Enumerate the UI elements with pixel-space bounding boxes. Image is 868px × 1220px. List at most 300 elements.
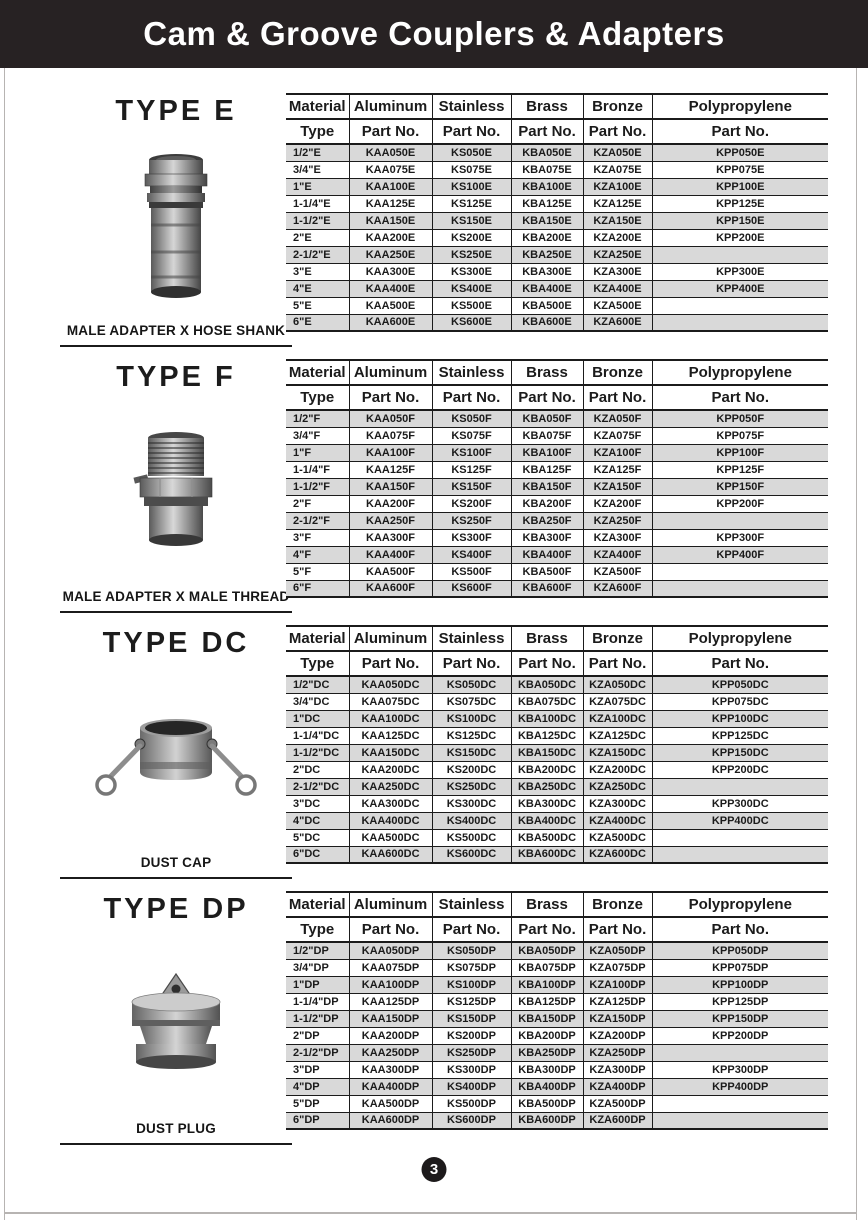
part-no-cell: KS050DP [432,942,511,959]
part-no-cell: KPP400E [652,280,828,297]
part-no-cell: KS600F [432,580,511,597]
part-no-cell: KAA500DC [349,829,432,846]
material-aluminum: Aluminum [349,94,432,119]
part-no-cell: KZA125F [583,461,652,478]
part-no-cell: KAA125DC [349,727,432,744]
type-e-left-panel [30,93,286,349]
part-no-cell: KS150DP [432,1010,511,1027]
table-row [286,1095,828,1112]
material-brass: Brass [511,360,583,385]
part-no-cell [652,829,828,846]
part-no-header: Part No. [511,119,583,144]
part-no-cell: KPP200DP [652,1027,828,1044]
type-cell: 3/4"E [286,161,349,178]
part-no-cell: KZA150F [583,478,652,495]
part-no-cell: KBA075DC [511,693,583,710]
material-stainless: Stainless [432,892,511,917]
part-no-cell: KZA050F [583,410,652,427]
table-row [286,280,828,297]
part-no-cell: KS300DC [432,795,511,812]
material-header-row [286,94,828,119]
type-cell: 3"DC [286,795,349,812]
part-no-cell: KBA300E [511,263,583,280]
table-row [286,846,828,863]
type-dc-left-panel [30,625,286,881]
part-no-cell: KBA050DC [511,676,583,693]
part-no-cell: KZA500E [583,297,652,314]
type-header: Type [286,651,349,676]
part-no-cell: KAA075F [349,427,432,444]
part-no-cell [652,778,828,795]
table-row [286,778,828,795]
section-type-e [30,93,868,349]
part-no-cell: KAA300F [349,529,432,546]
part-no-cell: KS500DC [432,829,511,846]
type-cell: 1/2"E [286,144,349,161]
part-no-cell: KAA400E [349,280,432,297]
table-row [286,1044,828,1061]
part-no-cell: KZA300DC [583,795,652,812]
table-row [286,546,828,563]
table-row [286,229,828,246]
part-no-cell: KS075DP [432,959,511,976]
type-cell: 2"DP [286,1027,349,1044]
type-cell: 1-1/4"F [286,461,349,478]
part-no-cell: KS600E [432,314,511,331]
material-stainless: Stainless [432,94,511,119]
part-no-cell: KS500F [432,563,511,580]
male-adapter-x-male-thread-photo [116,394,236,588]
part-no-header: Part No. [652,119,828,144]
type-header: Type [286,119,349,144]
part-no-cell: KPP200F [652,495,828,512]
part-no-cell: KBA600DP [511,1112,583,1129]
type-cell: 2"E [286,229,349,246]
part-no-cell: KBA300F [511,529,583,546]
part-no-cell: KZA300F [583,529,652,546]
part-no-cell: KAA250DP [349,1044,432,1061]
table-row [286,1078,828,1095]
type-cell: 4"DP [286,1078,349,1095]
part-no-cell: KAA300E [349,263,432,280]
section-title-type-f: TYPE F [116,361,236,393]
part-no-header: Part No. [349,917,432,942]
part-no-cell: KZA125DC [583,727,652,744]
part-no-cell: KAA150DP [349,1010,432,1027]
part-no-cell: KBA100E [511,178,583,195]
part-no-header: Part No. [511,651,583,676]
type-cell: 5"DC [286,829,349,846]
part-no-cell: KZA100E [583,178,652,195]
part-no-cell: KAA300DP [349,1061,432,1078]
type-f-caption-underline [60,588,292,613]
part-no-cell: KAA100DC [349,710,432,727]
part-no-cell [652,1095,828,1112]
part-no-cell: KAA050DC [349,676,432,693]
part-no-cell: KPP400DP [652,1078,828,1095]
table-row [286,297,828,314]
type-cell: 6"DP [286,1112,349,1129]
part-no-cell: KBA200DP [511,1027,583,1044]
type-header: Type [286,385,349,410]
type-cell: 3"E [286,263,349,280]
part-no-cell: KZA200DC [583,761,652,778]
part-no-cell: KPP300E [652,263,828,280]
part-no-cell [652,563,828,580]
part-no-cell: KS500DP [432,1095,511,1112]
type-cell: 1-1/2"DP [286,1010,349,1027]
table-row [286,580,828,597]
part-no-cell: KPP150E [652,212,828,229]
part-no-cell [652,297,828,314]
type-cell: 2-1/2"E [286,246,349,263]
part-no-cell: KBA500E [511,297,583,314]
part-no-cell: KS600DP [432,1112,511,1129]
part-no-cell: KAA150E [349,212,432,229]
type-cell: 4"E [286,280,349,297]
part-no-cell: KBA050E [511,144,583,161]
part-no-cell: KAA400DC [349,812,432,829]
part-no-cell: KS150E [432,212,511,229]
table-row [286,1061,828,1078]
part-no-header: Part No. [583,119,652,144]
catalog-content [0,68,868,1147]
type-cell: 3"F [286,529,349,546]
part-no-cell: KS200E [432,229,511,246]
part-no-cell: KZA600DP [583,1112,652,1129]
part-no-cell: KS250F [432,512,511,529]
part-no-cell: KAA075DP [349,959,432,976]
part-no-cell: KS200F [432,495,511,512]
part-no-cell: KBA400DP [511,1078,583,1095]
part-no-cell: KBA125DP [511,993,583,1010]
type-cell: 1"DC [286,710,349,727]
part-no-header: Part No. [432,119,511,144]
material-aluminum: Aluminum [349,892,432,917]
part-no-cell: KZA200F [583,495,652,512]
table-row [286,976,828,993]
material-bronze: Bronze [583,626,652,651]
type-dp-left-panel [30,891,286,1147]
part-no-cell: KS200DP [432,1027,511,1044]
part-no-cell: KPP150DC [652,744,828,761]
table-row [286,512,828,529]
table-row [286,212,828,229]
part-no-cell: KZA100F [583,444,652,461]
part-no-cell: KPP125E [652,195,828,212]
part-no-cell: KS200DC [432,761,511,778]
table-row [286,461,828,478]
part-no-cell: KBA050DP [511,942,583,959]
section-title-type-dc: TYPE DC [102,627,250,659]
part-no-cell: KZA150DP [583,1010,652,1027]
part-no-cell: KPP100DP [652,976,828,993]
type-e-caption-underline [60,322,292,347]
part-no-cell: KBA250E [511,246,583,263]
type-cell: 5"E [286,297,349,314]
material-stainless: Stainless [432,360,511,385]
part-no-cell: KPP400F [652,546,828,563]
part-no-cell [652,314,828,331]
type-cell: 2"DC [286,761,349,778]
part-no-cell: KAA600DC [349,846,432,863]
table-row [286,727,828,744]
part-no-cell: KBA200F [511,495,583,512]
part-no-header-row [286,119,828,144]
table-row [286,246,828,263]
part-no-header: Part No. [432,917,511,942]
part-no-cell: KPP300DP [652,1061,828,1078]
part-no-cell: KAA500DP [349,1095,432,1112]
part-no-cell: KBA500DC [511,829,583,846]
type-e-product-illustration [121,149,231,301]
part-no-cell: KZA250F [583,512,652,529]
type-dc-caption-underline [60,854,292,879]
part-no-cell: KS400F [432,546,511,563]
part-no-cell: KBA600F [511,580,583,597]
part-no-cell: KS050F [432,410,511,427]
part-no-cell: KZA125DP [583,993,652,1010]
part-no-cell: KS075E [432,161,511,178]
type-dc-product-illustration [91,702,261,812]
type-cell: 3"DP [286,1061,349,1078]
type-f-product-illustration [116,426,236,556]
part-no-cell: KAA600F [349,580,432,597]
part-no-cell: KZA400DP [583,1078,652,1095]
part-no-cell: KPP200DC [652,761,828,778]
material-brass: Brass [511,892,583,917]
part-no-header: Part No. [652,385,828,410]
part-no-cell: KZA075DP [583,959,652,976]
material-header-row [286,360,828,385]
table-row [286,444,828,461]
part-no-cell: KZA300E [583,263,652,280]
part-no-cell: KPP075F [652,427,828,444]
type-dp-product-illustration [106,966,246,1081]
part-no-header: Part No. [432,385,511,410]
page-edge-bottom-line [4,1212,857,1214]
part-no-cell: KBA600E [511,314,583,331]
table-row [286,744,828,761]
material-header: Material [286,626,349,651]
part-no-cell: KAA300DC [349,795,432,812]
part-no-cell: KBA400E [511,280,583,297]
part-no-cell: KPP075DP [652,959,828,976]
table-row [286,161,828,178]
part-no-cell: KAA050DP [349,942,432,959]
type-cell: 6"E [286,314,349,331]
part-no-header-row [286,385,828,410]
part-no-cell: KZA200DP [583,1027,652,1044]
part-no-cell: KBA075DP [511,959,583,976]
part-no-cell: KBA125E [511,195,583,212]
part-no-cell: KBA300DP [511,1061,583,1078]
part-no-cell: KZA500DC [583,829,652,846]
table-row [286,410,828,427]
part-no-cell: KBA075E [511,161,583,178]
type-cell: 5"F [286,563,349,580]
part-no-cell: KAA250DC [349,778,432,795]
part-no-cell: KAA250F [349,512,432,529]
part-no-cell: KAA500E [349,297,432,314]
part-no-cell: KBA100DC [511,710,583,727]
part-no-cell: KZA150DC [583,744,652,761]
part-no-cell: KZA300DP [583,1061,652,1078]
type-e-caption: MALE ADAPTER X HOSE SHANK [66,323,286,338]
part-no-cell: KS600DC [432,846,511,863]
part-no-cell: KS400E [432,280,511,297]
table-row [286,529,828,546]
part-no-cell: KBA075F [511,427,583,444]
part-no-header: Part No. [583,917,652,942]
part-no-cell: KZA075F [583,427,652,444]
section-type-dp [30,891,868,1147]
part-no-cell: KBA500F [511,563,583,580]
part-no-cell: KAA125E [349,195,432,212]
part-no-cell: KZA050E [583,144,652,161]
table-row [286,993,828,1010]
type-cell: 1-1/4"E [286,195,349,212]
part-no-header: Part No. [511,917,583,942]
part-no-cell: KAA125DP [349,993,432,1010]
table-row [286,563,828,580]
part-no-cell: KPP150F [652,478,828,495]
part-no-cell: KPP125DC [652,727,828,744]
part-no-cell: KBA050F [511,410,583,427]
part-no-cell: KPP075DC [652,693,828,710]
part-no-cell: KBA150DC [511,744,583,761]
part-no-header-row [286,917,828,942]
material-aluminum: Aluminum [349,626,432,651]
part-no-cell: KS300F [432,529,511,546]
part-no-cell: KAA600E [349,314,432,331]
part-no-cell: KZA600F [583,580,652,597]
part-no-cell: KPP300F [652,529,828,546]
part-no-cell: KBA300DC [511,795,583,812]
part-no-cell: KS300DP [432,1061,511,1078]
page-edge-right-line [856,68,857,1220]
material-bronze: Bronze [583,892,652,917]
part-no-cell: KZA075E [583,161,652,178]
part-no-cell: KPP125DP [652,993,828,1010]
part-no-cell: KZA250DP [583,1044,652,1061]
part-no-cell: KBA200E [511,229,583,246]
part-no-cell: KPP150DP [652,1010,828,1027]
table-row [286,178,828,195]
type-cell: 2"F [286,495,349,512]
page-header [0,0,868,68]
page-number-badge: 3 [422,1157,447,1182]
part-no-cell: KS150DC [432,744,511,761]
part-no-cell: KZA600DC [583,846,652,863]
type-cell: 1/2"F [286,410,349,427]
part-no-cell: KZA500F [583,563,652,580]
parts-table-type-dc [286,625,828,864]
part-no-cell: KBA400F [511,546,583,563]
part-no-cell: KPP300DC [652,795,828,812]
table-row [286,427,828,444]
part-no-cell: KZA075DC [583,693,652,710]
part-no-cell: KPP050E [652,144,828,161]
part-no-cell: KS125DP [432,993,511,1010]
part-no-cell: KPP100F [652,444,828,461]
part-no-cell: KS075DC [432,693,511,710]
part-no-cell: KBA150F [511,478,583,495]
page-edge-left-line [4,68,5,1220]
table-row [286,959,828,976]
part-no-cell: KS050E [432,144,511,161]
part-no-cell: KAA125F [349,461,432,478]
type-cell: 1-1/2"E [286,212,349,229]
part-no-cell: KBA150E [511,212,583,229]
part-no-cell: KZA200E [583,229,652,246]
part-no-cell: KAA200DP [349,1027,432,1044]
parts-table-type-f [286,359,828,598]
part-no-cell: KS250E [432,246,511,263]
material-stainless: Stainless [432,626,511,651]
part-no-cell: KZA400E [583,280,652,297]
part-no-cell: KPP050F [652,410,828,427]
table-row [286,812,828,829]
part-no-cell: KAA500F [349,563,432,580]
part-no-header: Part No. [652,651,828,676]
table-row [286,693,828,710]
part-no-cell: KS400DP [432,1078,511,1095]
type-cell: 1-1/2"DC [286,744,349,761]
part-no-cell: KBA250F [511,512,583,529]
table-row [286,314,828,331]
part-no-cell: KAA400F [349,546,432,563]
page-title: Cam & Groove Couplers & Adapters [143,15,725,52]
type-cell: 1-1/2"F [286,478,349,495]
material-header: Material [286,360,349,385]
type-cell: 5"DP [286,1095,349,1112]
part-no-cell: KZA400F [583,546,652,563]
table-row [286,195,828,212]
part-no-cell: KZA150E [583,212,652,229]
part-no-cell: KAA150DC [349,744,432,761]
part-no-cell: KS100F [432,444,511,461]
parts-table-type-dp [286,891,828,1130]
part-no-cell [652,246,828,263]
part-no-cell: KZA500DP [583,1095,652,1112]
part-no-cell: KPP050DP [652,942,828,959]
part-no-cell: KAA200DC [349,761,432,778]
part-no-cell: KBA250DP [511,1044,583,1061]
type-cell: 1-1/4"DP [286,993,349,1010]
part-no-cell: KAA200E [349,229,432,246]
table-row [286,478,828,495]
type-cell: 1/2"DC [286,676,349,693]
table-row [286,144,828,161]
part-no-cell: KAA150F [349,478,432,495]
part-no-cell: KS100DP [432,976,511,993]
table-row [286,1027,828,1044]
part-no-cell: KBA125F [511,461,583,478]
part-no-header: Part No. [349,119,432,144]
dust-cap-photo [91,660,261,854]
section-title-type-e: TYPE E [115,95,237,127]
part-no-cell: KAA050E [349,144,432,161]
table-row [286,676,828,693]
part-no-cell: KS125DC [432,727,511,744]
type-header: Type [286,917,349,942]
part-no-cell: KS100DC [432,710,511,727]
part-no-cell: KBA150DP [511,1010,583,1027]
material-bronze: Bronze [583,360,652,385]
part-no-cell: KZA400DC [583,812,652,829]
table-row [286,710,828,727]
